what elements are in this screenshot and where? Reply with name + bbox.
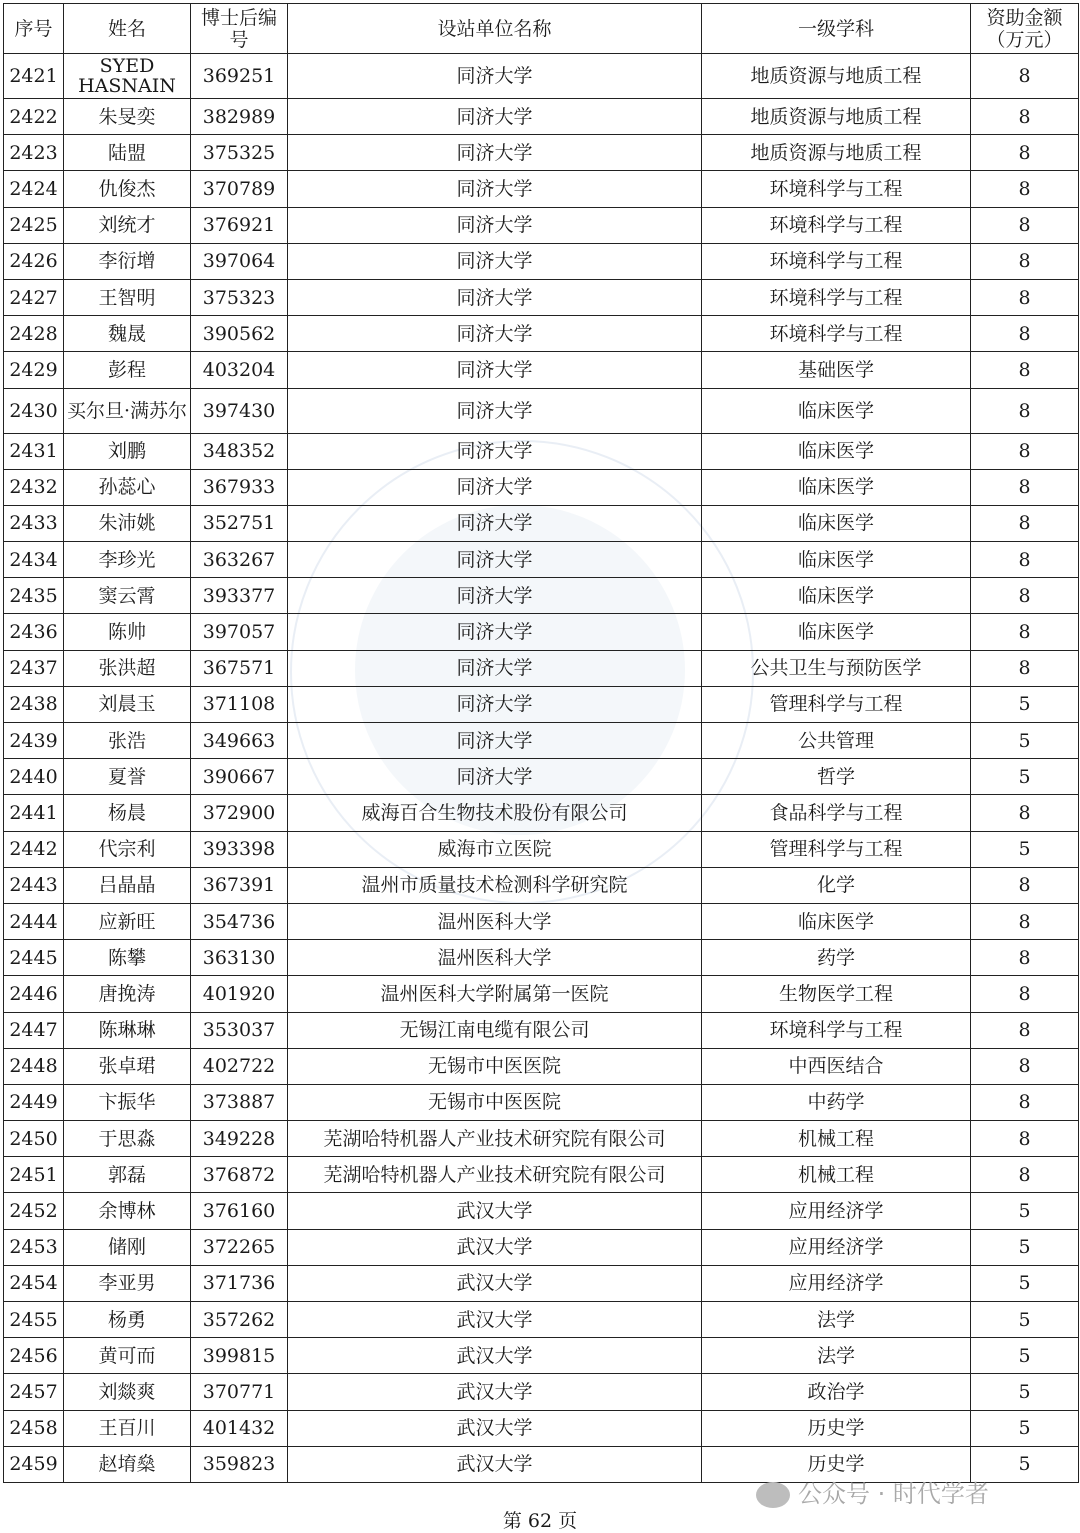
cell-name: 朱旻奕 [64, 99, 191, 135]
cell-discipline: 地质资源与地质工程 [702, 54, 971, 99]
table-row [4, 207, 1079, 243]
cell-index: 2444 [4, 903, 64, 939]
table-row [4, 1265, 1079, 1301]
cell-institution: 武汉大学 [288, 1410, 702, 1446]
cell-index: 2459 [4, 1446, 64, 1482]
table-row [4, 867, 1079, 903]
table-row [4, 831, 1079, 867]
cell-name: 代宗利 [64, 831, 191, 867]
cell-name: 买尔旦·满苏尔 [64, 388, 191, 433]
cell-discipline: 法学 [702, 1338, 971, 1374]
table-row [4, 1048, 1079, 1084]
cell-index: 2457 [4, 1374, 64, 1410]
cell-name: 王百川 [64, 1410, 191, 1446]
cell-discipline: 历史学 [702, 1410, 971, 1446]
cell-amount: 8 [971, 614, 1079, 650]
cell-discipline: 食品科学与工程 [702, 795, 971, 831]
cell-institution: 同济大学 [288, 243, 702, 279]
cell-name: 张浩 [64, 723, 191, 759]
cell-amount: 5 [971, 1374, 1079, 1410]
cell-postdoc-id: 359823 [191, 1446, 288, 1482]
cell-postdoc-id: 401920 [191, 976, 288, 1012]
cell-name: 余博林 [64, 1193, 191, 1229]
cell-index: 2443 [4, 867, 64, 903]
cell-name: 张洪超 [64, 650, 191, 686]
cell-postdoc-id: 393377 [191, 578, 288, 614]
table-row [4, 1121, 1079, 1157]
cell-postdoc-id: 367933 [191, 469, 288, 505]
table-row [4, 1410, 1079, 1446]
cell-index: 2445 [4, 940, 64, 976]
cell-postdoc-id: 382989 [191, 99, 288, 135]
cell-amount: 8 [971, 352, 1079, 388]
cell-institution: 芜湖哈特机器人产业技术研究院有限公司 [288, 1157, 702, 1193]
cell-amount: 8 [971, 505, 1079, 541]
cell-index: 2433 [4, 505, 64, 541]
cell-postdoc-id: 370771 [191, 1374, 288, 1410]
cell-index: 2440 [4, 759, 64, 795]
cell-index: 2430 [4, 388, 64, 433]
table-row [4, 723, 1079, 759]
cell-institution: 同济大学 [288, 279, 702, 315]
cell-institution: 同济大学 [288, 135, 702, 171]
cell-postdoc-id: 397064 [191, 243, 288, 279]
cell-name: 刘鹏 [64, 433, 191, 469]
cell-index: 2446 [4, 976, 64, 1012]
table-row [4, 542, 1079, 578]
cell-amount: 5 [971, 831, 1079, 867]
cell-amount: 5 [971, 1410, 1079, 1446]
cell-index: 2455 [4, 1302, 64, 1338]
cell-index: 2452 [4, 1193, 64, 1229]
table-row [4, 505, 1079, 541]
cell-amount: 8 [971, 171, 1079, 207]
table-row [4, 1302, 1079, 1338]
cell-index: 2424 [4, 171, 64, 207]
cell-name: 李亚男 [64, 1265, 191, 1301]
cell-institution: 同济大学 [288, 505, 702, 541]
cell-amount: 8 [971, 54, 1079, 99]
cell-discipline: 临床医学 [702, 505, 971, 541]
cell-amount: 8 [971, 433, 1079, 469]
cell-name: 仇俊杰 [64, 171, 191, 207]
cell-discipline: 生物医学工程 [702, 976, 971, 1012]
cell-amount: 8 [971, 650, 1079, 686]
cell-institution: 武汉大学 [288, 1374, 702, 1410]
cell-institution: 同济大学 [288, 686, 702, 722]
cell-amount: 8 [971, 207, 1079, 243]
cell-amount: 8 [971, 1048, 1079, 1084]
table-row [4, 614, 1079, 650]
cell-discipline: 临床医学 [702, 469, 971, 505]
cell-postdoc-id: 399815 [191, 1338, 288, 1374]
cell-postdoc-id: 369251 [191, 54, 288, 99]
table-row [4, 1084, 1079, 1120]
cell-institution: 武汉大学 [288, 1446, 702, 1482]
cell-name: 陆盟 [64, 135, 191, 171]
cell-name: 吕晶晶 [64, 867, 191, 903]
cell-postdoc-id: 376160 [191, 1193, 288, 1229]
table-row [4, 99, 1079, 135]
cell-amount: 8 [971, 1121, 1079, 1157]
cell-discipline: 环境科学与工程 [702, 243, 971, 279]
cell-name: 刘统才 [64, 207, 191, 243]
cell-postdoc-id: 376872 [191, 1157, 288, 1193]
cell-postdoc-id: 397430 [191, 388, 288, 433]
cell-institution: 无锡江南电缆有限公司 [288, 1012, 702, 1048]
cell-institution: 同济大学 [288, 542, 702, 578]
cell-index: 2447 [4, 1012, 64, 1048]
cell-discipline: 中药学 [702, 1084, 971, 1120]
cell-discipline: 地质资源与地质工程 [702, 99, 971, 135]
cell-index: 2448 [4, 1048, 64, 1084]
cell-postdoc-id: 371736 [191, 1265, 288, 1301]
cell-discipline: 管理科学与工程 [702, 686, 971, 722]
table-row [4, 1012, 1079, 1048]
cell-amount: 8 [971, 99, 1079, 135]
cell-institution: 武汉大学 [288, 1265, 702, 1301]
cell-discipline: 临床医学 [702, 433, 971, 469]
cell-discipline: 临床医学 [702, 542, 971, 578]
cell-index: 2429 [4, 352, 64, 388]
cell-name: 李珍光 [64, 542, 191, 578]
page-number: 第 62 页 [502, 1510, 578, 1532]
cell-name: 朱沛姚 [64, 505, 191, 541]
cell-name: 卞振华 [64, 1084, 191, 1120]
cell-institution: 武汉大学 [288, 1338, 702, 1374]
cell-institution: 同济大学 [288, 650, 702, 686]
cell-discipline: 管理科学与工程 [702, 831, 971, 867]
cell-discipline: 化学 [702, 867, 971, 903]
cell-discipline: 法学 [702, 1302, 971, 1338]
cell-amount: 5 [971, 759, 1079, 795]
cell-discipline: 环境科学与工程 [702, 279, 971, 315]
cell-discipline: 临床医学 [702, 578, 971, 614]
cell-index: 2451 [4, 1157, 64, 1193]
cell-amount: 8 [971, 316, 1079, 352]
cell-amount: 8 [971, 1012, 1079, 1048]
cell-institution: 无锡市中医医院 [288, 1048, 702, 1084]
cell-postdoc-id: 390562 [191, 316, 288, 352]
cell-postdoc-id: 352751 [191, 505, 288, 541]
cell-institution: 同济大学 [288, 759, 702, 795]
cell-name: 杨勇 [64, 1302, 191, 1338]
cell-postdoc-id: 375323 [191, 279, 288, 315]
cell-discipline: 药学 [702, 940, 971, 976]
cell-index: 2438 [4, 686, 64, 722]
wechat-icon [756, 1482, 790, 1508]
cell-postdoc-id: 403204 [191, 352, 288, 388]
cell-index: 2435 [4, 578, 64, 614]
cell-discipline: 环境科学与工程 [702, 316, 971, 352]
cell-institution: 同济大学 [288, 316, 702, 352]
table-row [4, 388, 1079, 433]
header-institution: 设站单位名称 [288, 4, 702, 54]
cell-institution: 同济大学 [288, 388, 702, 433]
table-row [4, 940, 1079, 976]
cell-institution: 温州市质量技术检测科学研究院 [288, 867, 702, 903]
cell-amount: 5 [971, 1229, 1079, 1265]
cell-postdoc-id: 363267 [191, 542, 288, 578]
table-row [4, 135, 1079, 171]
cell-institution: 威海百合生物技术股份有限公司 [288, 795, 702, 831]
cell-postdoc-id: 357262 [191, 1302, 288, 1338]
cell-discipline: 临床医学 [702, 614, 971, 650]
cell-amount: 8 [971, 903, 1079, 939]
cell-institution: 同济大学 [288, 723, 702, 759]
cell-postdoc-id: 367571 [191, 650, 288, 686]
cell-institution: 同济大学 [288, 469, 702, 505]
cell-institution: 温州医科大学 [288, 903, 702, 939]
table-row [4, 54, 1079, 99]
cell-postdoc-id: 390667 [191, 759, 288, 795]
cell-institution: 威海市立医院 [288, 831, 702, 867]
cell-amount: 5 [971, 1302, 1079, 1338]
cell-index: 2436 [4, 614, 64, 650]
cell-index: 2421 [4, 54, 64, 99]
cell-discipline: 中西医结合 [702, 1048, 971, 1084]
cell-postdoc-id: 354736 [191, 903, 288, 939]
cell-institution: 同济大学 [288, 614, 702, 650]
cell-postdoc-id: 375325 [191, 135, 288, 171]
cell-name: 夏誉 [64, 759, 191, 795]
cell-postdoc-id: 372265 [191, 1229, 288, 1265]
cell-discipline: 应用经济学 [702, 1229, 971, 1265]
cell-institution: 同济大学 [288, 171, 702, 207]
cell-postdoc-id: 367391 [191, 867, 288, 903]
cell-amount: 8 [971, 542, 1079, 578]
account-watermark [756, 1474, 989, 1509]
cell-postdoc-id: 376921 [191, 207, 288, 243]
header-index: 序号 [4, 4, 64, 54]
cell-amount: 5 [971, 1338, 1079, 1374]
cell-index: 2437 [4, 650, 64, 686]
cell-institution: 芜湖哈特机器人产业技术研究院有限公司 [288, 1121, 702, 1157]
cell-amount: 8 [971, 279, 1079, 315]
cell-institution: 同济大学 [288, 352, 702, 388]
cell-institution: 无锡市中医医院 [288, 1084, 702, 1120]
cell-postdoc-id: 363130 [191, 940, 288, 976]
cell-name: SYED HASNAIN [64, 54, 191, 99]
cell-institution: 同济大学 [288, 207, 702, 243]
cell-amount: 5 [971, 723, 1079, 759]
cell-index: 2426 [4, 243, 64, 279]
cell-discipline: 临床医学 [702, 388, 971, 433]
cell-institution: 同济大学 [288, 54, 702, 99]
cell-amount: 8 [971, 976, 1079, 1012]
cell-index: 2431 [4, 433, 64, 469]
cell-institution: 温州医科大学附属第一医院 [288, 976, 702, 1012]
cell-institution: 武汉大学 [288, 1193, 702, 1229]
cell-name: 储刚 [64, 1229, 191, 1265]
table-row [4, 578, 1079, 614]
table-row [4, 759, 1079, 795]
cell-index: 2458 [4, 1410, 64, 1446]
cell-amount: 8 [971, 243, 1079, 279]
cell-discipline: 公共管理 [702, 723, 971, 759]
table-row [4, 903, 1079, 939]
cell-name: 陈琳琳 [64, 1012, 191, 1048]
cell-institution: 同济大学 [288, 433, 702, 469]
cell-institution: 同济大学 [288, 99, 702, 135]
cell-index: 2425 [4, 207, 64, 243]
cell-index: 2432 [4, 469, 64, 505]
table-row [4, 1229, 1079, 1265]
table-row [4, 650, 1079, 686]
cell-discipline: 历史学 [702, 1446, 971, 1482]
cell-postdoc-id: 373887 [191, 1084, 288, 1120]
cell-postdoc-id: 397057 [191, 614, 288, 650]
cell-postdoc-id: 372900 [191, 795, 288, 831]
table-row [4, 316, 1079, 352]
cell-discipline: 地质资源与地质工程 [702, 135, 971, 171]
cell-amount: 8 [971, 469, 1079, 505]
cell-name: 陈帅 [64, 614, 191, 650]
cell-amount: 8 [971, 1157, 1079, 1193]
cell-name: 李衍增 [64, 243, 191, 279]
cell-name: 陈攀 [64, 940, 191, 976]
cell-amount: 8 [971, 795, 1079, 831]
cell-name: 孙蕊心 [64, 469, 191, 505]
table-row [4, 1374, 1079, 1410]
table-row [4, 686, 1079, 722]
cell-postdoc-id: 371108 [191, 686, 288, 722]
cell-index: 2441 [4, 795, 64, 831]
cell-postdoc-id: 353037 [191, 1012, 288, 1048]
cell-amount: 8 [971, 388, 1079, 433]
table-row [4, 1338, 1079, 1374]
cell-name: 黄可而 [64, 1338, 191, 1374]
cell-index: 2422 [4, 99, 64, 135]
cell-postdoc-id: 401432 [191, 1410, 288, 1446]
cell-amount: 8 [971, 578, 1079, 614]
cell-name: 杨晨 [64, 795, 191, 831]
cell-postdoc-id: 393398 [191, 831, 288, 867]
cell-discipline: 应用经济学 [702, 1265, 971, 1301]
table-row [4, 1157, 1079, 1193]
cell-name: 张卓珺 [64, 1048, 191, 1084]
cell-amount: 5 [971, 1446, 1079, 1482]
cell-discipline: 机械工程 [702, 1121, 971, 1157]
header-name: 姓名 [64, 4, 191, 54]
cell-index: 2434 [4, 542, 64, 578]
cell-name: 窦云霄 [64, 578, 191, 614]
cell-amount: 8 [971, 940, 1079, 976]
cell-index: 2450 [4, 1121, 64, 1157]
table-row [4, 795, 1079, 831]
cell-name: 魏晟 [64, 316, 191, 352]
cell-amount: 8 [971, 867, 1079, 903]
cell-index: 2454 [4, 1265, 64, 1301]
header-row [4, 4, 1079, 54]
cell-name: 王智明 [64, 279, 191, 315]
cell-index: 2453 [4, 1229, 64, 1265]
cell-amount: 8 [971, 1084, 1079, 1120]
funding-table [3, 3, 1079, 1483]
cell-name: 刘燚爽 [64, 1374, 191, 1410]
cell-amount: 5 [971, 1265, 1079, 1301]
cell-postdoc-id: 370789 [191, 171, 288, 207]
cell-amount: 5 [971, 1193, 1079, 1229]
table-row [4, 976, 1079, 1012]
watermark-text: 公众号 · 时代学者 [798, 1480, 989, 1508]
cell-name: 于思淼 [64, 1121, 191, 1157]
cell-discipline: 应用经济学 [702, 1193, 971, 1229]
table-row [4, 243, 1079, 279]
table-row [4, 433, 1079, 469]
cell-name: 应新旺 [64, 903, 191, 939]
cell-institution: 温州医科大学 [288, 940, 702, 976]
cell-amount: 8 [971, 135, 1079, 171]
header-postdoc-id: 博士后编号 [191, 4, 288, 54]
cell-discipline: 环境科学与工程 [702, 207, 971, 243]
table-row [4, 1193, 1079, 1229]
table-row [4, 469, 1079, 505]
cell-postdoc-id: 349228 [191, 1121, 288, 1157]
cell-index: 2428 [4, 316, 64, 352]
cell-name: 郭磊 [64, 1157, 191, 1193]
table-row [4, 352, 1079, 388]
cell-postdoc-id: 402722 [191, 1048, 288, 1084]
cell-discipline: 临床医学 [702, 903, 971, 939]
cell-postdoc-id: 348352 [191, 433, 288, 469]
cell-postdoc-id: 349663 [191, 723, 288, 759]
table-row [4, 171, 1079, 207]
cell-discipline: 基础医学 [702, 352, 971, 388]
cell-discipline: 哲学 [702, 759, 971, 795]
cell-name: 唐挽涛 [64, 976, 191, 1012]
cell-institution: 同济大学 [288, 578, 702, 614]
cell-name: 彭程 [64, 352, 191, 388]
cell-discipline: 机械工程 [702, 1157, 971, 1193]
cell-name: 赵堉燊 [64, 1446, 191, 1482]
cell-index: 2456 [4, 1338, 64, 1374]
cell-institution: 武汉大学 [288, 1229, 702, 1265]
cell-index: 2449 [4, 1084, 64, 1120]
header-discipline: 一级学科 [702, 4, 971, 54]
table-row [4, 279, 1079, 315]
cell-discipline: 环境科学与工程 [702, 1012, 971, 1048]
cell-index: 2427 [4, 279, 64, 315]
cell-institution: 武汉大学 [288, 1302, 702, 1338]
cell-index: 2423 [4, 135, 64, 171]
cell-index: 2442 [4, 831, 64, 867]
cell-index: 2439 [4, 723, 64, 759]
cell-amount: 5 [971, 686, 1079, 722]
header-amount: 资助金额（万元） [971, 4, 1079, 54]
cell-discipline: 公共卫生与预防医学 [702, 650, 971, 686]
cell-name: 刘晨玉 [64, 686, 191, 722]
cell-discipline: 环境科学与工程 [702, 171, 971, 207]
cell-discipline: 政治学 [702, 1374, 971, 1410]
